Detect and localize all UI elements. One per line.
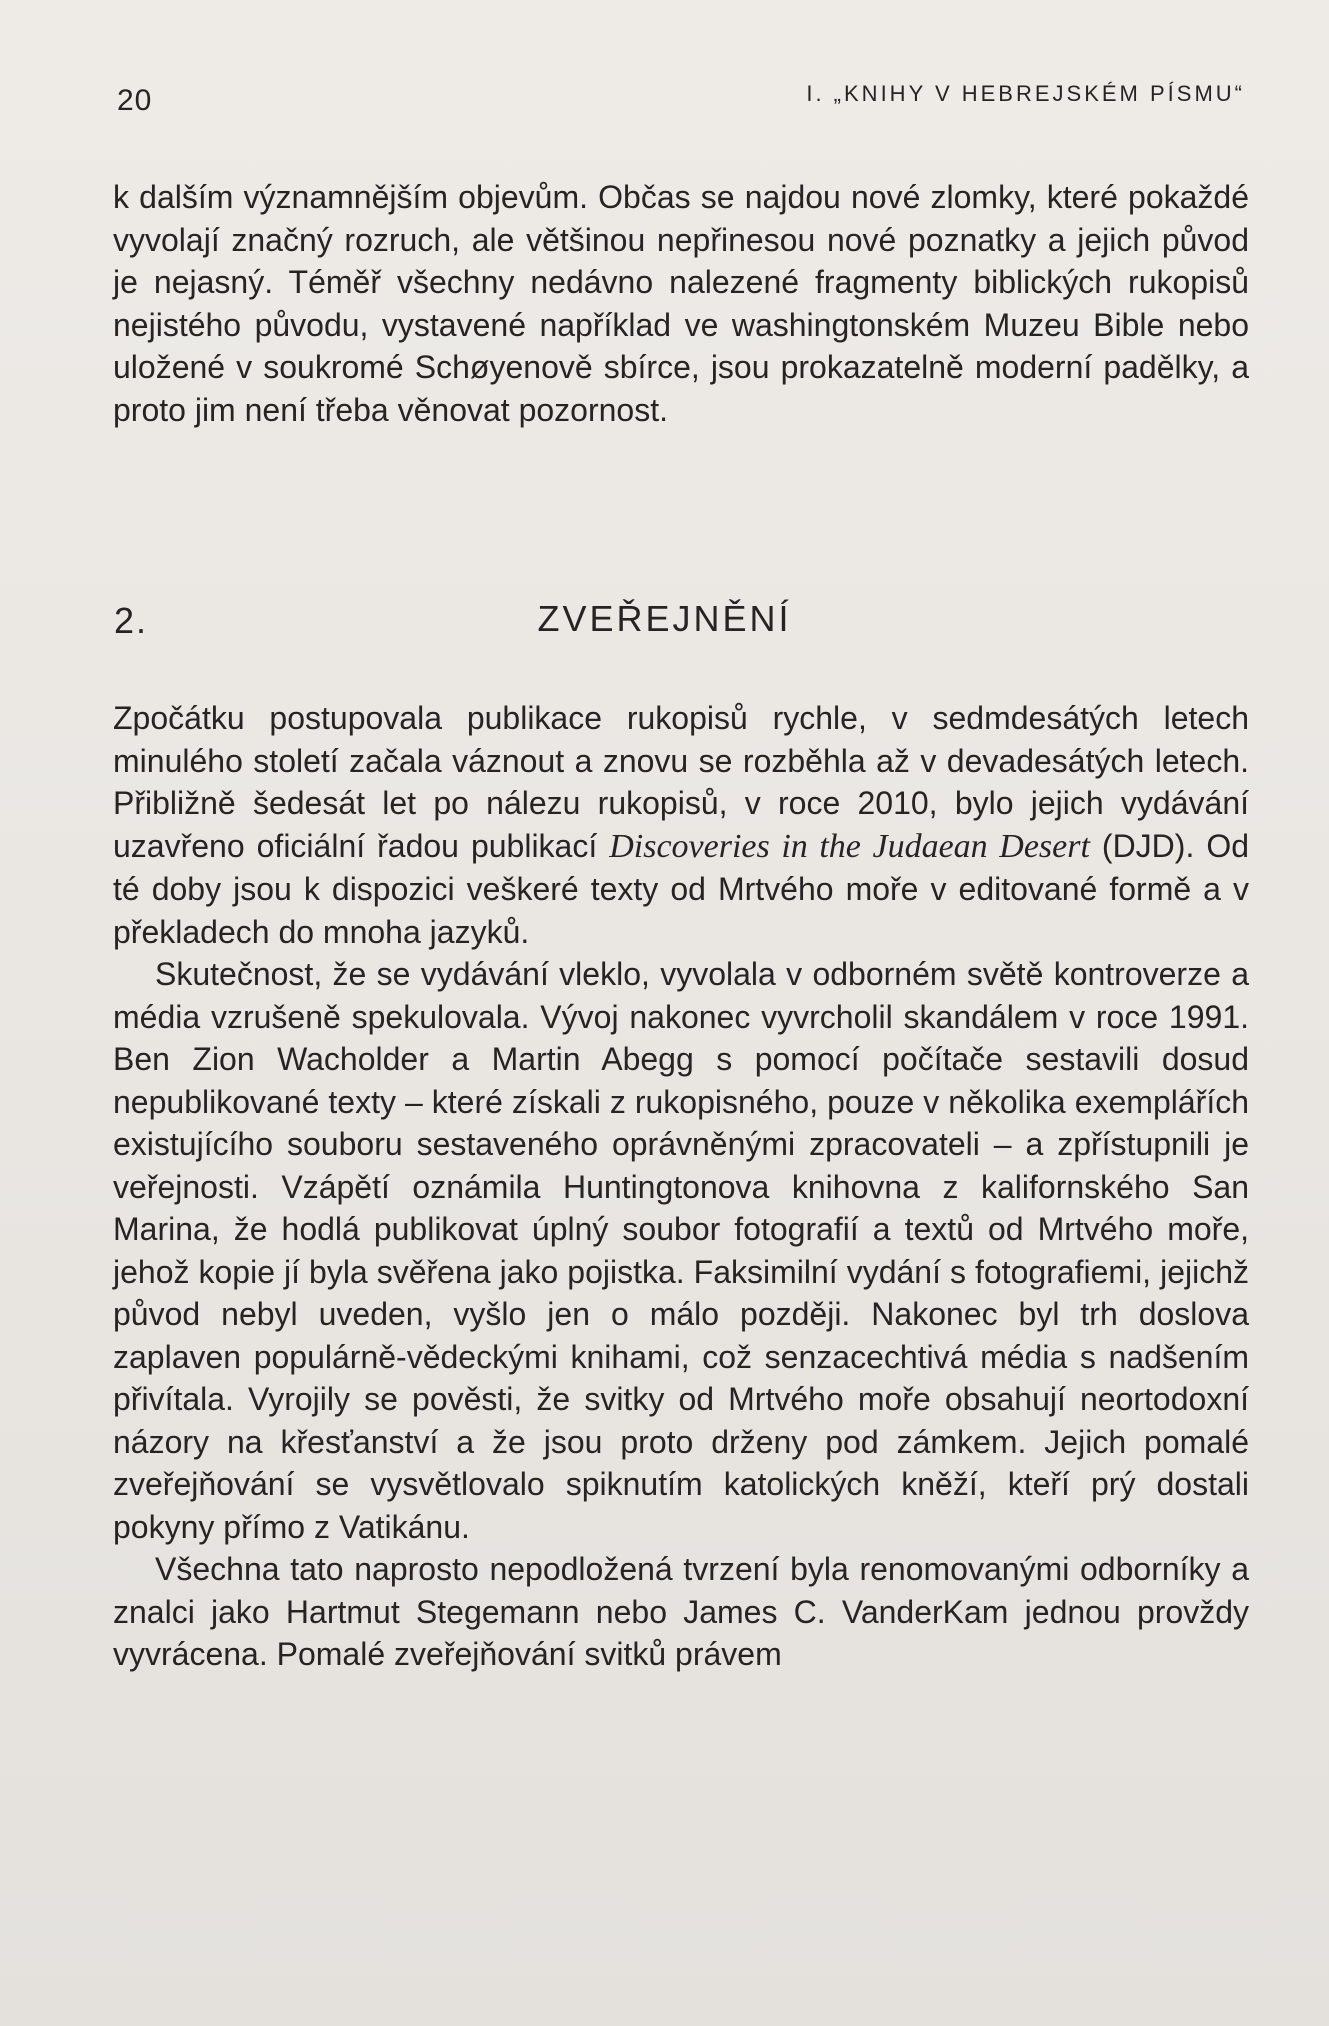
page-number: 20	[117, 84, 153, 117]
paragraph: Skutečnost, že se vydávání vleklo, vyvolala v odborném světě kontroverze a média vzrušeně spekulovala. Vývoj nakonec vyvrcholil skandálem v roce 1991. Ben Zion Wacholder a Martin Abegg s pomocí počítače sestavili dosud nepublikované texty – které získali z rukopisného, pouze v několika exemplářích existujícího souboru sestaveného oprávněnými zpracovateli – a zpřístupnili je veřejnosti. Vzápětí oznámila Huntingtonova knihovna z kalifornského San Marina, že hodlá publikovat úplný soubor fotografií a textů od Mrtvého moře, jehož kopie jí byla svěřena jako pojistka. Faksimilní vydání s fotografiemi, jejichž původ nebyl uveden, vyšlo jen o málo později. Nakonec byl trh doslova zaplaven populárně-vědeckými knihami, což senzacechtivá média s nadšením přivítala. Vyrojily se pověsti, že svitky od Mrtvého moře obsahují neortodoxní názory na křesťanství a že jsou proto drženy pod zámkem. Jejich pomalé zveřejňování se vysvětlovalo spiknutím katolických kněží, kteří prý dostali pokyny přímo z Vatikánu.	[113, 956, 1249, 1545]
paragraph-text: (DJD). Od té doby jsou k dispozici veškeré texty od Mrtvého moře v editované formě a v překladech do mnoha jazyků.	[113, 827, 1249, 950]
intro-paragraph: k dalším významnějším objevům. Občas se najdou nové zlomky, které pokaždé vyvolají značný rozruch, ale většinou nepřinesou nové poznatky a jejich původ je nejasný. Téměř všechny nedávno nalezené fragmenty biblických rukopisů nejistého původu, vystavené například ve washingtonském Muzeu Bible nebo uložené v soukromé Schøyenově sbírce, jsou prokazatelně moderní padělky, a proto jim není třeba věnovat pozornost.	[113, 179, 1249, 428]
section-title: ZVEŘEJNĚNÍ	[537, 598, 792, 639]
publication-title: Discoveries in the Judaean Desert	[609, 827, 1090, 865]
running-head: I. „KNIHY V HEBREJSKÉM PÍSMU“	[806, 81, 1245, 106]
paragraph-text: Zpočátku postupovala publikace rukopisů rychle, v sedmdesátých letech minulého století začala váznout a znovu se rozběhla až v devadesátých letech. Přibližně šedesát let po nálezu rukopisů, v roce 2010, bylo jejich vydávání uzavřeno oficiální řadou publikací	[113, 700, 1249, 864]
section-body	[113, 697, 1249, 1676]
paragraph: Všechna tato naprosto nepodložená tvrzení byla renomovanými odborníky a znalci jako Hartmut Stegemann nebo James C. VanderKam jednou provždy vyvrácena. Pomalé zveřejňování svitků právem	[113, 1551, 1249, 1672]
paragraph	[113, 697, 1249, 953]
section-number: 2.	[114, 600, 149, 641]
intro-text-block	[113, 176, 1249, 431]
